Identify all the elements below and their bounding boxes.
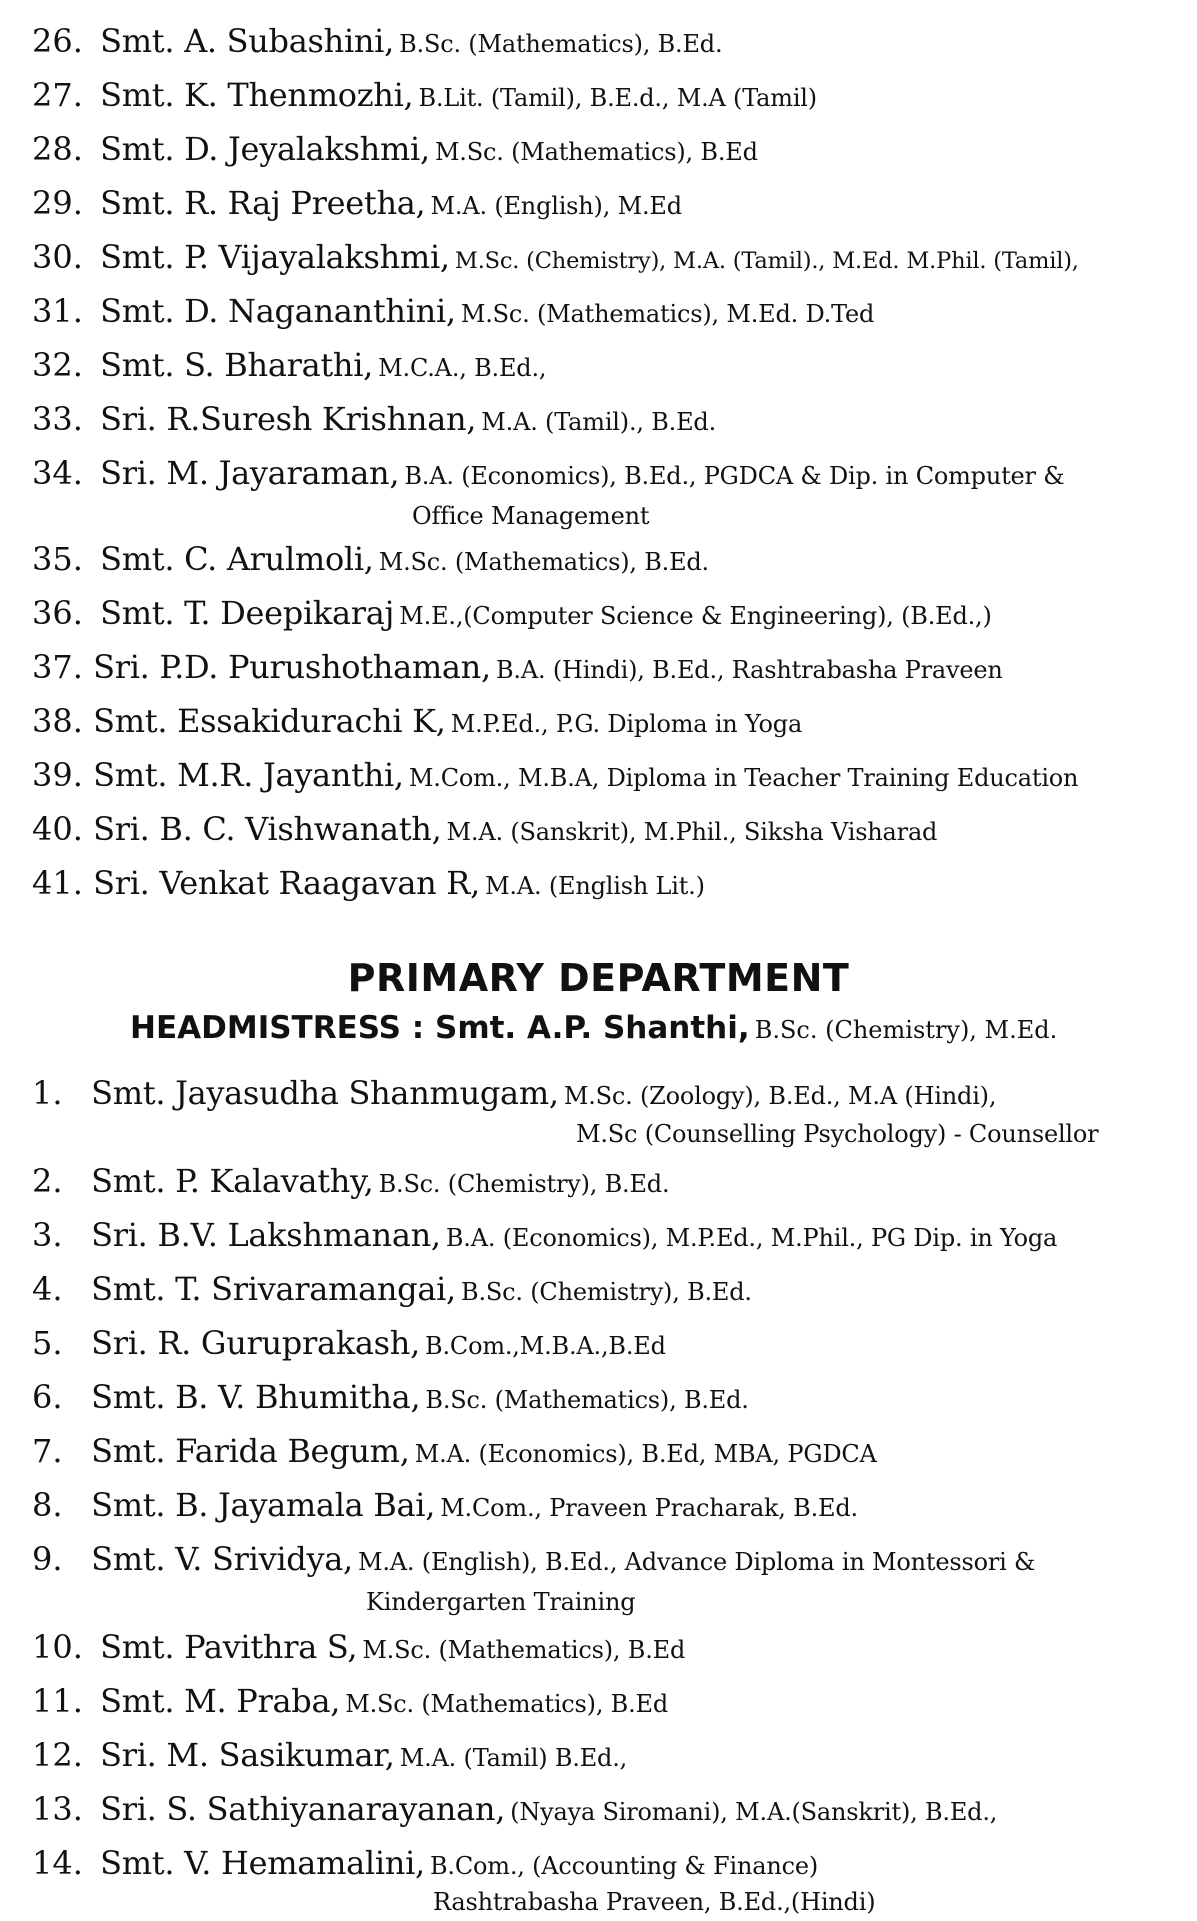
list-item — [32, 540, 1182, 578]
list-item — [32, 130, 1182, 168]
staff-name: Smt. D. Jeyalakshmi, — [100, 130, 430, 168]
staff-name: Sri. B.V. Lakshmanan, — [91, 1216, 441, 1254]
item-number: 8. — [32, 1486, 63, 1524]
list-item — [32, 810, 1182, 848]
staff-name: Sri. B. C. Vishwanath, — [93, 810, 442, 848]
list-item — [32, 756, 1182, 794]
staff-qualification: M.E.,(Computer Science & Engineering), (B.Ed.,) — [399, 602, 992, 630]
staff-name: Sri. R. Guruprakash, — [91, 1324, 420, 1362]
staff-name: Sri. S. Sathiyanarayanan, — [100, 1790, 506, 1828]
staff-name: Smt. M. Praba, — [100, 1682, 341, 1720]
item-number: 7. — [32, 1432, 63, 1470]
staff-qualification: M.Sc. (Mathematics), B.Ed — [362, 1636, 686, 1664]
list-item — [32, 864, 1182, 902]
item-number: 12. — [32, 1736, 83, 1774]
list-item — [32, 1682, 1182, 1720]
list-item — [32, 1736, 1182, 1774]
staff-name: Sri. M. Sasikumar, — [100, 1736, 395, 1774]
qualification-continuation: Kindergarten Training — [366, 1588, 636, 1616]
staff-qualification: B.A. (Economics), B.Ed., PGDCA & Dip. in Computer & — [404, 462, 1065, 490]
list-item — [32, 292, 1182, 330]
list-item — [32, 1790, 1182, 1828]
staff-qualification: B.A. (Hindi), B.Ed., Rashtrabasha Praveen — [495, 656, 1003, 684]
list-item — [32, 702, 1182, 740]
list-item — [32, 1162, 1182, 1200]
staff-name: Smt. T. Srivaramangai, — [91, 1270, 456, 1308]
staff-qualification: M.Sc. (Mathematics), M.Ed. D.Ted — [460, 300, 875, 328]
staff-qualification: M.Sc. (Zoology), B.Ed., M.A (Hindi), — [563, 1082, 997, 1110]
staff-qualification: M.A. (Economics), B.Ed, MBA, PGDCA — [414, 1440, 877, 1468]
staff-name: Sri. M. Jayaraman, — [100, 454, 400, 492]
item-number: 38. — [32, 702, 83, 740]
staff-qualification: M.Sc. (Mathematics), B.Ed. — [378, 548, 709, 576]
item-number: 41. — [32, 864, 83, 902]
item-number: 39. — [32, 756, 83, 794]
list-item — [32, 346, 1182, 384]
staff-name: Smt. R. Raj Preetha, — [100, 184, 426, 222]
staff-qualification: M.A. (Tamil)., B.Ed. — [481, 408, 717, 436]
list-item — [32, 1270, 1182, 1308]
list-item — [32, 400, 1182, 438]
staff-name: Smt. A. Subashini, — [100, 22, 394, 60]
staff-qualification: B.Sc. (Mathematics), B.Ed. — [425, 1386, 749, 1414]
headmistress-line — [130, 1010, 1057, 1046]
item-number: 31. — [32, 292, 83, 330]
headmistress-qualification: B.Sc. (Chemistry), M.Ed. — [754, 1016, 1058, 1044]
staff-name: Sri. Venkat Raagavan R, — [93, 864, 480, 902]
list-item — [32, 238, 1182, 276]
staff-qualification: M.Sc. (Chemistry), M.A. (Tamil)., M.Ed. M.Phil. (Tamil), — [454, 248, 1079, 274]
staff-name: Smt. P. Vijayalakshmi, — [100, 238, 450, 276]
staff-name: Sri. R.Suresh Krishnan, — [100, 400, 477, 438]
list-item — [32, 1216, 1182, 1254]
list-item — [32, 1378, 1182, 1416]
staff-qualification: M.P.Ed., P.G. Diploma in Yoga — [450, 710, 803, 738]
qualification-continuation: Office Management — [412, 502, 650, 530]
staff-name: Smt. B. V. Bhumitha, — [91, 1378, 421, 1416]
staff-name: Sri. P.D. Purushothaman, — [93, 648, 491, 686]
staff-name: Smt. B. Jayamala Bai, — [91, 1486, 436, 1524]
list-item — [32, 648, 1182, 686]
item-number: 36. — [32, 594, 83, 632]
list-item — [32, 1628, 1182, 1666]
staff-name: Smt. C. Arulmoli, — [100, 540, 374, 578]
staff-qualification: B.Sc. (Mathematics), B.Ed. — [399, 30, 723, 58]
item-number: 29. — [32, 184, 83, 222]
staff-qualification: (Nyaya Siromani), M.A.(Sanskrit), B.Ed., — [510, 1798, 998, 1826]
item-number: 10. — [32, 1628, 83, 1666]
list-item — [32, 1324, 1182, 1362]
item-number: 40. — [32, 810, 83, 848]
list-item — [32, 22, 1182, 60]
list-item — [32, 594, 1182, 632]
list-item — [32, 184, 1182, 222]
staff-name: Smt. S. Bharathi, — [100, 346, 374, 384]
staff-qualification: M.C.A., B.Ed., — [378, 354, 547, 382]
qualification-continuation: Rashtrabasha Praveen, B.Ed.,(Hindi) — [433, 1888, 876, 1916]
item-number: 13. — [32, 1790, 83, 1828]
staff-name: Smt. Essakidurachi K, — [93, 702, 446, 740]
item-number: 1. — [32, 1074, 63, 1112]
staff-name: Smt. Pavithra S, — [100, 1628, 358, 1666]
staff-name: Smt. P. Kalavathy, — [91, 1162, 374, 1200]
list-item — [32, 76, 1182, 114]
staff-qualification: M.Com., Praveen Pracharak, B.Ed. — [440, 1494, 858, 1522]
staff-qualification: B.Sc. (Chemistry), B.Ed. — [461, 1278, 752, 1306]
staff-qualification: M.A. (Sanskrit), M.Phil., Siksha Visharad — [446, 818, 938, 846]
item-number: 5. — [32, 1324, 63, 1362]
item-number: 37. — [32, 648, 83, 686]
staff-qualification: B.Lit. (Tamil), B.E.d., M.A (Tamil) — [418, 84, 817, 112]
list-item — [32, 1486, 1182, 1524]
item-number: 3. — [32, 1216, 63, 1254]
staff-name: Smt. Farida Begum, — [91, 1432, 410, 1470]
list-item — [32, 1432, 1182, 1470]
item-number: 33. — [32, 400, 83, 438]
staff-name: Smt. V. Srividya, — [91, 1540, 353, 1578]
staff-name: Smt. T. Deepikaraj — [100, 594, 395, 632]
staff-name: Smt. Jayasudha Shanmugam, — [91, 1074, 559, 1112]
headmistress-name: HEADMISTRESS : Smt. A.P. Shanthi, — [130, 1010, 750, 1046]
staff-qualification: M.Com., M.B.A, Diploma in Teacher Training Education — [408, 764, 1079, 792]
item-number: 26. — [32, 22, 83, 60]
staff-qualification: M.Sc. (Mathematics), B.Ed — [434, 138, 758, 166]
staff-name: Smt. M.R. Jayanthi, — [93, 756, 404, 794]
item-number: 28. — [32, 130, 83, 168]
staff-qualification: B.Com.,M.B.A.,B.Ed — [425, 1332, 666, 1360]
item-number: 11. — [32, 1682, 83, 1720]
staff-qualification: M.Sc. (Mathematics), B.Ed — [345, 1690, 669, 1718]
list-item — [32, 1540, 1182, 1578]
list-item — [32, 1074, 1182, 1112]
item-number: 27. — [32, 76, 83, 114]
staff-qualification: B.A. (Economics), M.P.Ed., M.Phil., PG Dip. in Yoga — [445, 1224, 1058, 1252]
item-number: 4. — [32, 1270, 63, 1308]
staff-qualification: B.Sc. (Chemistry), B.Ed. — [378, 1170, 670, 1198]
item-number: 9. — [32, 1540, 63, 1578]
list-item — [32, 454, 1182, 492]
staff-qualification: M.A. (English), B.Ed., Advance Diploma in Montessori & — [358, 1548, 1036, 1576]
item-number: 6. — [32, 1378, 63, 1416]
staff-qualification: M.A. (English), M.Ed — [430, 192, 682, 220]
item-number: 35. — [32, 540, 83, 578]
staff-name: Smt. V. Hemamalini, — [100, 1844, 425, 1882]
item-number: 32. — [32, 346, 83, 384]
list-item — [32, 1844, 1182, 1882]
staff-name: Smt. D. Nagananthini, — [100, 292, 456, 330]
item-number: 34. — [32, 454, 83, 492]
item-number: 30. — [32, 238, 83, 276]
qualification-continuation: M.Sc (Counselling Psychology) - Counsellor — [576, 1120, 1099, 1148]
item-number: 14. — [32, 1844, 83, 1882]
staff-name: Smt. K. Thenmozhi, — [100, 76, 414, 114]
staff-qualification: M.A. (English Lit.) — [485, 872, 705, 900]
section-heading: PRIMARY DEPARTMENT — [347, 956, 850, 1000]
item-number: 2. — [32, 1162, 63, 1200]
staff-qualification: B.Com., (Accounting & Finance) — [430, 1852, 818, 1880]
staff-qualification: M.A. (Tamil) B.Ed., — [399, 1744, 628, 1772]
